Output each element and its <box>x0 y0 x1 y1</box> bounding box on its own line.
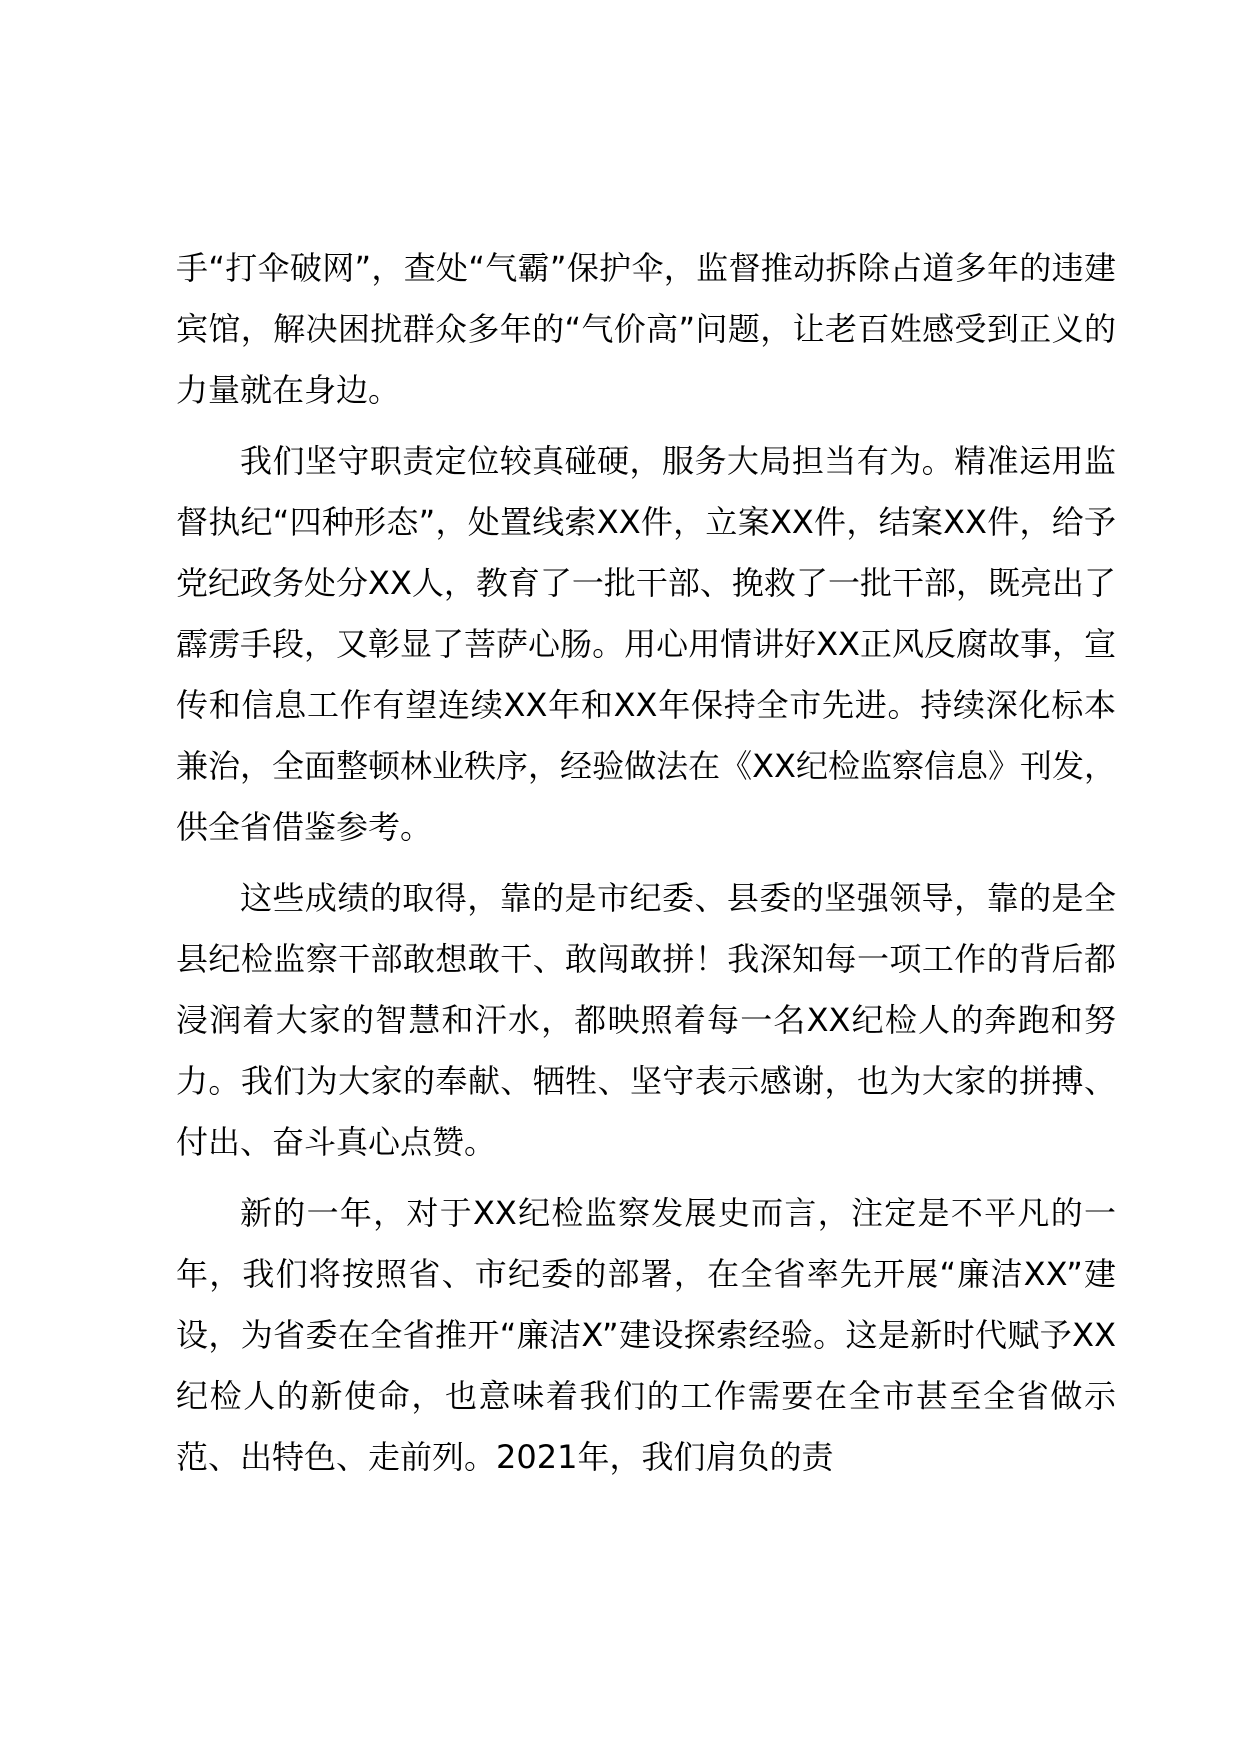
paragraph-3: 这些成绩的取得，靠的是市纪委、县委的坚强领导，靠的是全县纪检监察干部敢想敢干、敢闯敢拼！我深知每一项工作的背后都浸润着大家的智慧和汗水，都映照着每一名XX纪检人的奔跑和努力。我们为大家的奉献、牺牲、坚守表示感谢，也为大家的拼搏、付出、奋斗真心点赞。 <box>176 879 1116 1161</box>
paragraph-2: 我们坚守职责定位较真碰硬，服务大局担当有为。精准运用监督执纪“四种形态”，处置线索XX件，立案XX件，结案XX件，给予党纪政务处分XX人，教育了一批干部、挽救了一批干部，既亮出了霹雳手段，又彰显了菩萨心肠。用心用情讲好XX正风反腐故事，宣传和信息工作有望连续XX年和XX年保持全市先进。持续深化标本兼治，全面整顿林业秩序，经验做法在《XX纪检监察信息》刊发，供全省借鉴参考。 <box>176 442 1116 846</box>
document-body <box>176 238 1116 1498</box>
paragraph-1: 手“打伞破网”，查处“气霸”保护伞，监督推动拆除占道多年的违建宾馆，解决困扰群众多年的“气价高”问题，让老百姓感受到正义的力量就在身边。 <box>176 249 1116 409</box>
paragraph-4: 新的一年，对于XX纪检监察发展史而言，注定是不平凡的一年，我们将按照省、市纪委的部署，在全省率先开展“廉洁XX”建设，为省委在全省推开“廉洁X”建设探索经验。这是新时代赋予XX纪检人的新使命，也意味着我们的工作需要在全市甚至全省做示范、出特色、走前列。2021年，我们肩负的责 <box>176 1194 1116 1476</box>
